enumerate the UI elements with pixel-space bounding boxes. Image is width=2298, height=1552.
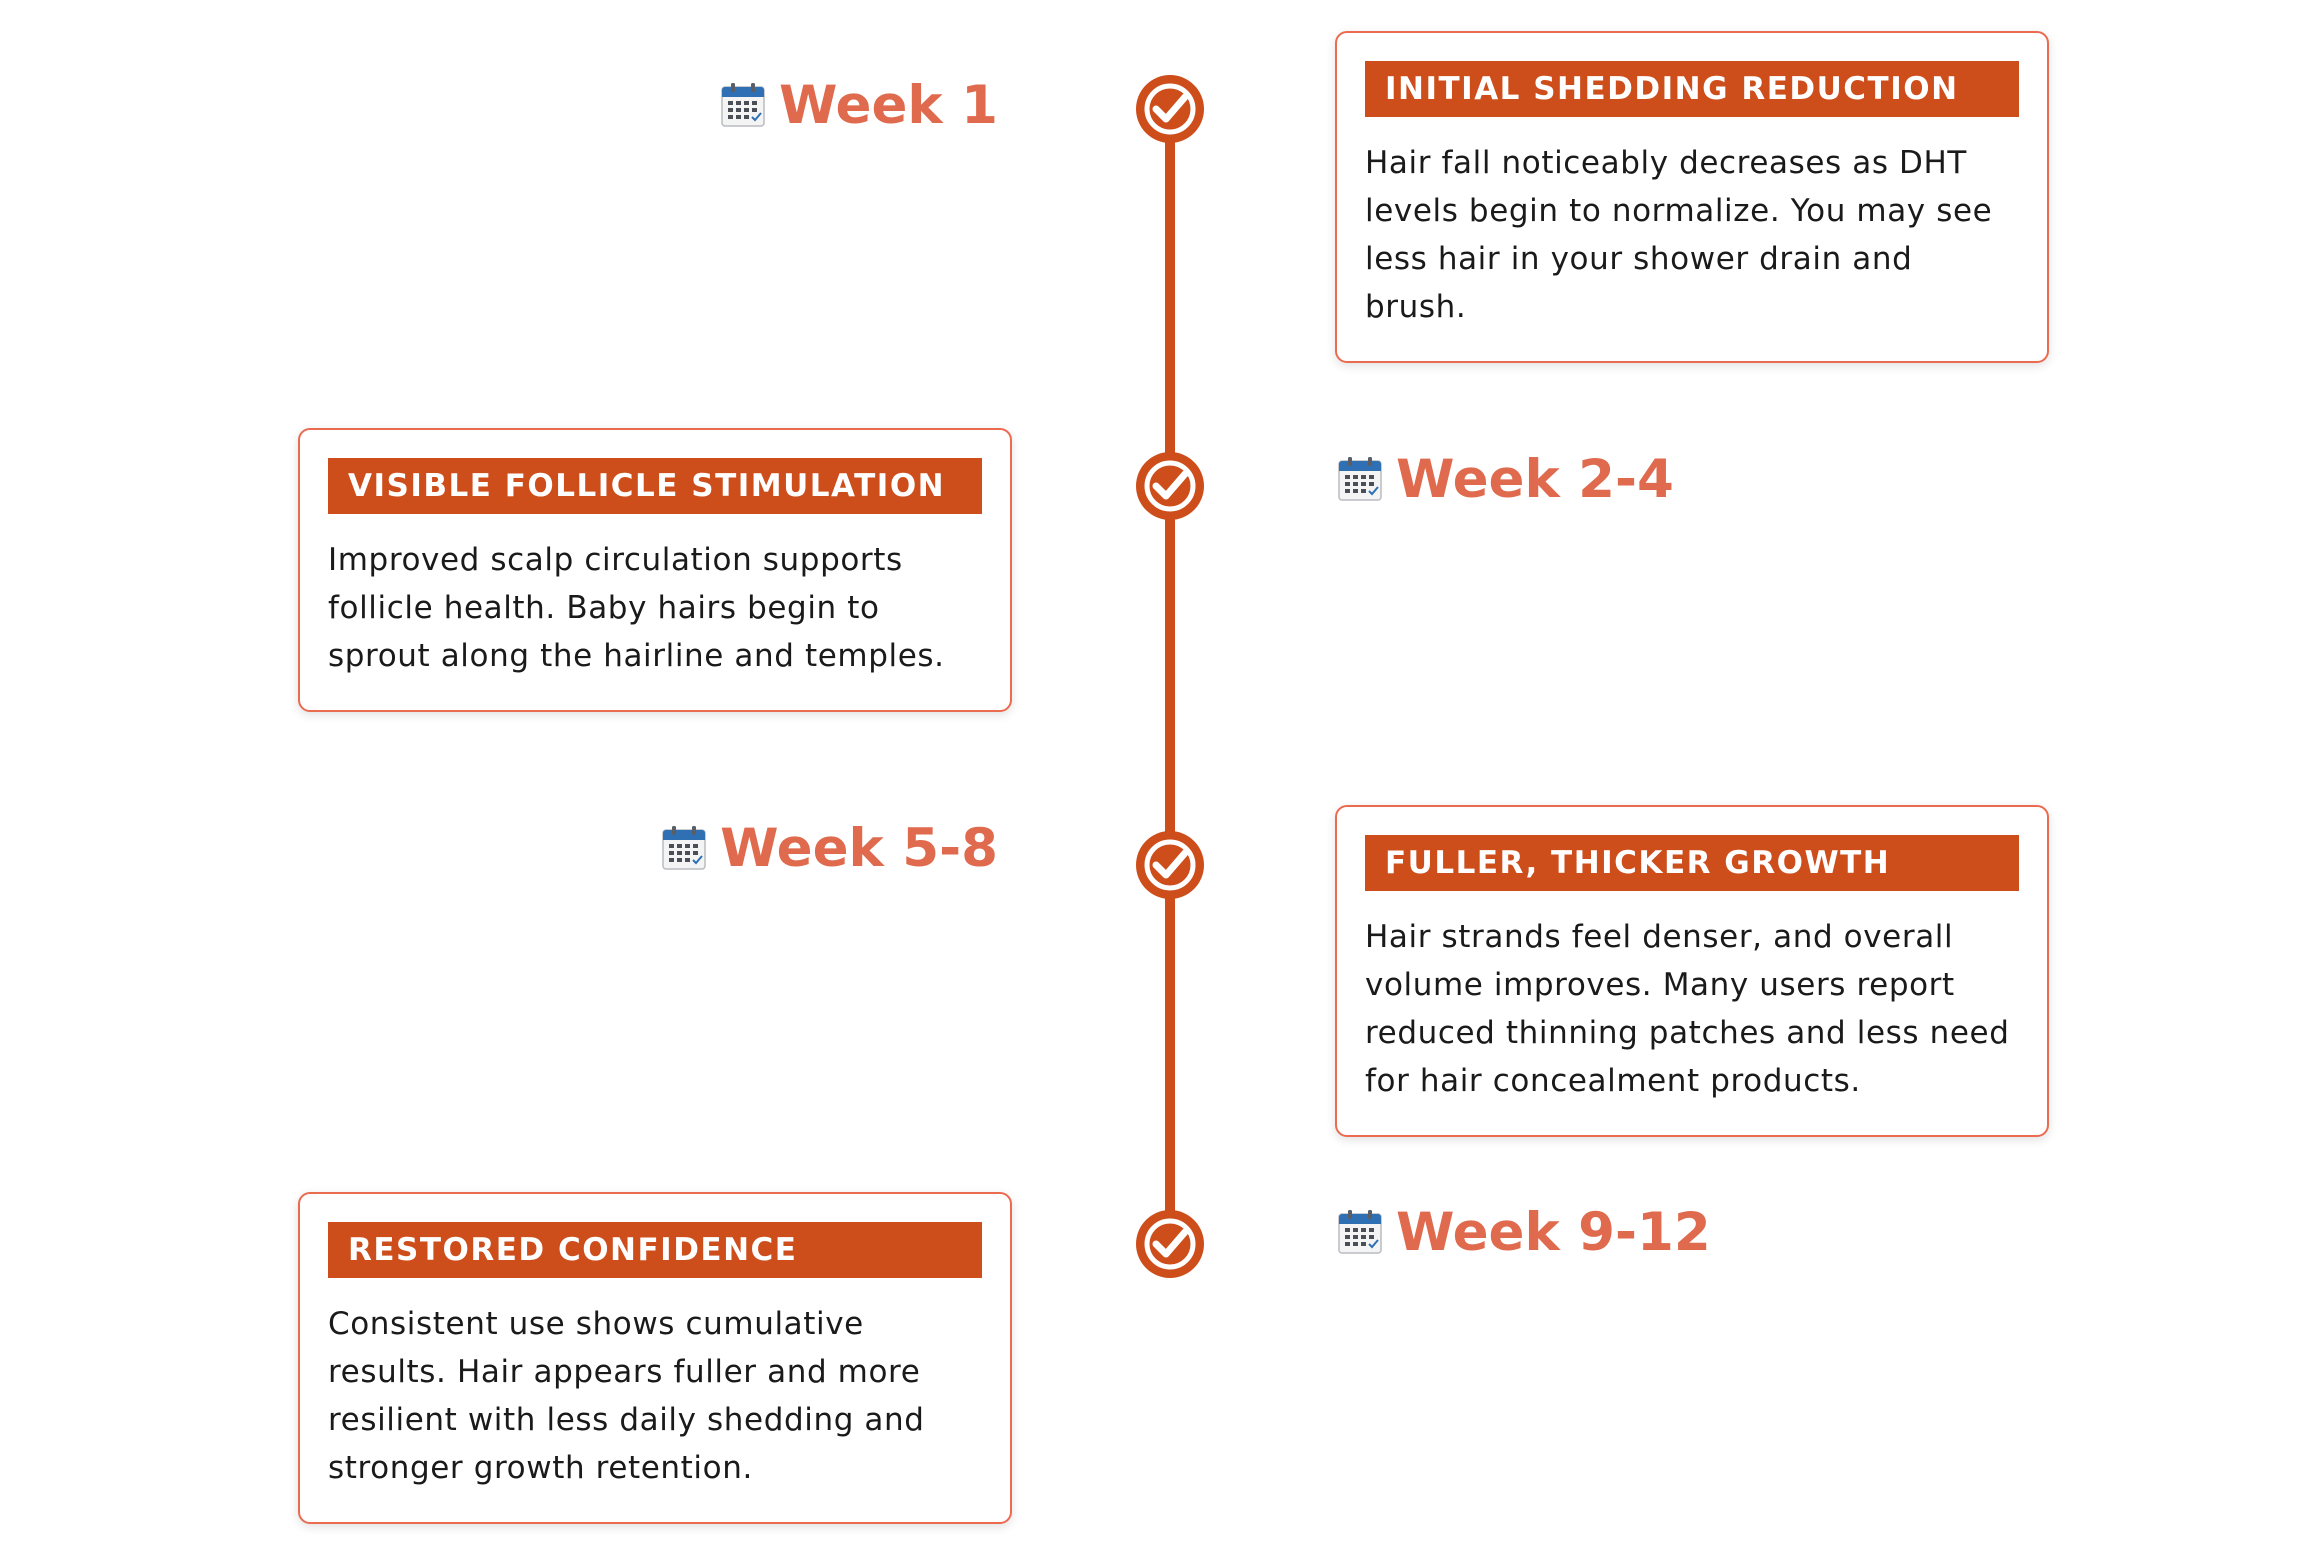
week-text: Week 5-8 <box>720 817 998 879</box>
milestone-card-2 <box>298 428 1012 712</box>
calendar-icon <box>660 824 708 872</box>
checkmark-icon <box>1136 1210 1204 1278</box>
milestone-card-3 <box>1335 805 2049 1137</box>
milestone-description: Consistent use shows cumulative results. Hair appears fuller and more resilient with less daily shedding and stronger growth retention. <box>328 1306 925 1486</box>
milestone-title: VISIBLE FOLLICLE STIMULATION <box>328 458 982 514</box>
checkmark-icon <box>1136 831 1204 899</box>
calendar-icon <box>1336 1208 1384 1256</box>
milestone-card-1 <box>1335 31 2049 363</box>
checkmark-icon <box>1136 75 1204 143</box>
week-label-2 <box>1336 444 1674 514</box>
checkmark-icon <box>1136 452 1204 520</box>
milestone-description: Hair strands feel denser, and overall volume improves. Many users report reduced thinning patches and less need for hair concealment products. <box>1365 919 2010 1099</box>
milestone-description: Hair fall noticeably decreases as DHT levels begin to normalize. You may see less hair in your shower drain and brush. <box>1365 145 1993 325</box>
milestone-title: FULLER, THICKER GROWTH <box>1365 835 2019 891</box>
week-text: Week 9-12 <box>1396 1201 1711 1263</box>
calendar-icon <box>719 81 767 129</box>
milestone-card-4 <box>298 1192 1012 1524</box>
calendar-icon <box>1336 455 1384 503</box>
week-label-3 <box>660 813 998 883</box>
milestone-title: INITIAL SHEDDING REDUCTION <box>1365 61 2019 117</box>
week-label-1 <box>719 70 998 140</box>
milestone-description: Improved scalp circulation supports follicle health. Baby hairs begin to sprout along the hairline and temples. <box>328 542 945 674</box>
week-label-4 <box>1336 1197 1711 1267</box>
week-text: Week 1 <box>778 74 998 136</box>
milestone-title: RESTORED CONFIDENCE <box>328 1222 982 1278</box>
week-text: Week 2-4 <box>1396 448 1674 510</box>
timeline-axis-line <box>1165 108 1175 1246</box>
